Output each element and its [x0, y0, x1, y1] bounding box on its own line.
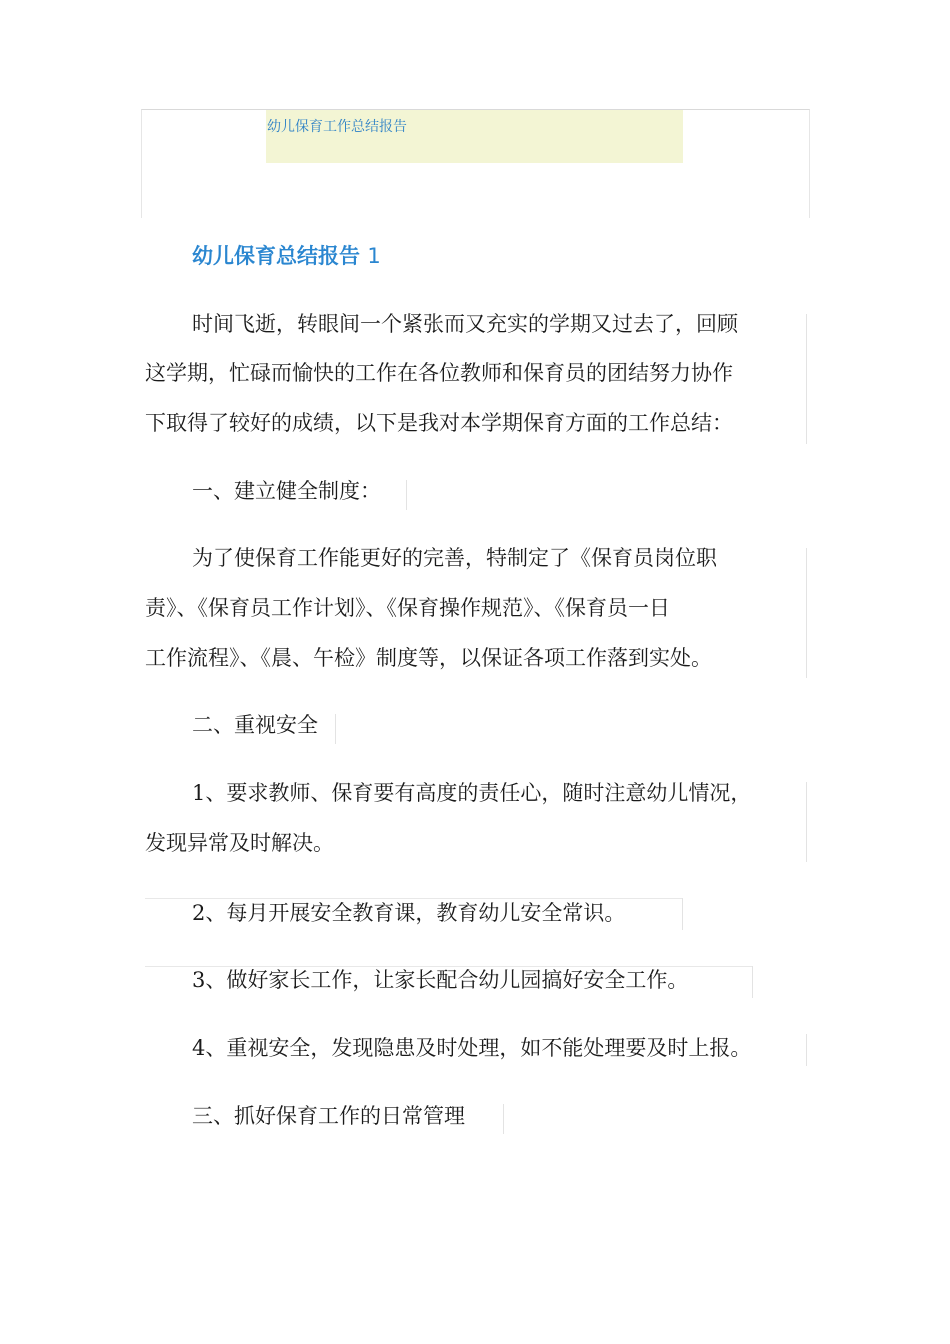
- section-1-line-2: 责》、《保育员工作计划》、《保育操作规范》、《保育员一日: [145, 596, 670, 620]
- section-1-line-3: 工作流程》、《晨、午检》制度等，以保证各项工作落到实处。: [145, 646, 712, 670]
- item-guide: [682, 898, 683, 930]
- section-1-line-1: 为了使保育工作能更好的完善，特制定了《保育员岗位职: [192, 546, 717, 570]
- section-2-item-3: 3、做好家长工作，让家长配合幼儿园搞好安全工作。: [192, 968, 689, 992]
- section-2-item-2: 2、每月开展安全教育课，教育幼儿安全常识。: [192, 901, 626, 925]
- section-2-item-1-line-1: 1、要求教师、保育要有高度的责任心，随时注意幼儿情况，: [192, 781, 752, 805]
- paragraph-guide: [806, 548, 807, 678]
- intro-line-1: 时间飞逝，转眼间一个紧张而又充实的学期又过去了，回顾: [192, 312, 738, 336]
- section-3-title: 三、抓好保育工作的日常管理: [192, 1104, 465, 1128]
- section-guide: [335, 714, 336, 744]
- heading-text: 幼儿保育总结报告: [192, 244, 360, 268]
- intro-line-2: 这学期，忙碌而愉快的工作在各位教师和保育员的团结努力协作: [145, 361, 733, 385]
- section-2-title: 二、重视安全: [192, 713, 318, 737]
- section-1-title: 一、建立健全制度：: [192, 479, 381, 503]
- document-heading: [192, 238, 381, 274]
- paragraph-guide: [806, 782, 807, 862]
- section-2-item-1-line-2: 发现异常及时解决。: [145, 831, 334, 855]
- section-guide: [406, 480, 407, 510]
- section-2-item-4: 4、重视安全，发现隐患及时处理，如不能处理要及时上报。: [192, 1036, 752, 1060]
- intro-line-3: 下取得了较好的成绩，以下是我对本学期保育方面的工作总结：: [145, 411, 733, 435]
- header-title: 幼儿保育工作总结报告: [266, 110, 683, 163]
- heading-number: 1: [367, 244, 381, 268]
- item-guide: [752, 966, 753, 998]
- item-guide: [806, 1034, 807, 1066]
- section-guide: [503, 1104, 504, 1134]
- paragraph-guide: [806, 314, 807, 444]
